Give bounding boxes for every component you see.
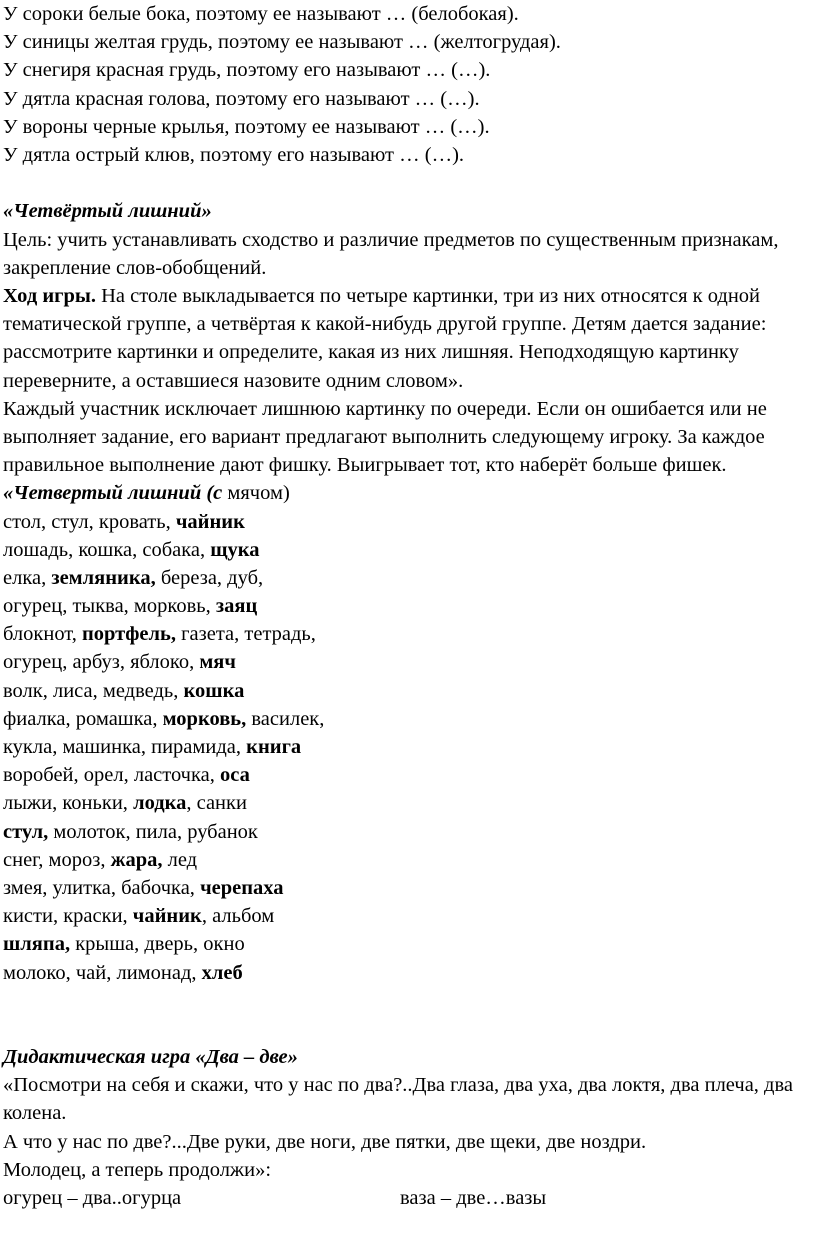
bird-line-3: У снегиря красная грудь, поэтому его называют … (…).: [3, 59, 491, 82]
game1-rules: Каждый участник исключает лишнюю картинку по очереди. Если он ошибается или не выполняет задание, его вариант предлагают выполнить следующему игроку. За каждое правильное выполнение дают фишку. Выигрывает тот, кто наберёт больше фишек.: [3, 397, 767, 477]
example-row: [3, 1184, 813, 1212]
word-row-plain-start: змея, улитка, бабочка,: [3, 876, 201, 899]
word-row-odd-word: жара,: [110, 848, 163, 871]
word-row: [3, 648, 813, 676]
word-row: [3, 677, 813, 705]
word-row-plain-start: блокнот,: [3, 623, 82, 646]
word-row-plain-end: молоток, пила, рубанок: [48, 820, 258, 843]
word-row-odd-word: оса: [220, 764, 250, 787]
course-label: Ход игры.: [3, 284, 96, 307]
word-row-plain-end: василек,: [246, 707, 325, 730]
word-row-plain-start: елка,: [3, 566, 52, 589]
word-row-plain-end: лед: [162, 848, 198, 871]
word-row: [3, 705, 813, 733]
game1-title: «Четвёртый лишний»: [3, 200, 212, 223]
word-row-odd-word: заяц: [215, 595, 258, 618]
word-row: [3, 789, 813, 817]
bird-line-4: У дятла красная голова, поэтому его называют … (…).: [3, 87, 480, 110]
word-row-plain-start: лошадь, кошка, собака,: [3, 538, 211, 561]
spacer: [3, 987, 813, 1043]
word-row-plain-end: газета, тетрадь,: [176, 623, 316, 646]
word-row-odd-word: земляника,: [51, 566, 156, 589]
bird-line-1: У сороки белые бока, поэтому ее называют … (белобокая).: [3, 3, 519, 25]
word-row-plain-start: снег, мороз,: [3, 848, 111, 871]
word-row-odd-word: морковь,: [162, 707, 247, 730]
game3-paragraph-2: А что у нас по две?...Две руки, две ноги, две пятки, две щеки, две ноздри.: [3, 1130, 647, 1153]
game1-goal: Цель: учить устанавливать сходство и различие предметов по существенным признакам, закрепление слов-обобщений.: [3, 228, 779, 279]
word-row-odd-word: шляпа,: [3, 933, 71, 956]
example-col-2: ваза – две…вазы: [400, 1187, 547, 1210]
word-row: [3, 902, 813, 930]
word-row: [3, 846, 813, 874]
game3-paragraph-1: «Посмотри на себя и скажи, что у нас по два?..Два глаза, два уха, два локтя, два плеча, два колена.: [3, 1074, 793, 1125]
word-row-odd-word: хлеб: [201, 961, 243, 984]
word-row: [3, 564, 813, 592]
bird-line-2: У синицы желтая грудь, поэтому ее называют … (желтогрудая).: [3, 31, 561, 54]
game2-title-bold: «Четвертый лишний (с: [3, 482, 223, 505]
word-row-plain-start: воробей, орел, ласточка,: [3, 764, 220, 787]
game1-course: [3, 282, 813, 395]
word-row: [3, 959, 813, 987]
word-row-plain-end: , альбом: [201, 905, 275, 928]
word-row: [3, 733, 813, 761]
word-row-odd-word: лодка: [133, 792, 187, 815]
example-col-1: огурец – два..огурца: [3, 1187, 182, 1210]
game3-paragraph-3: Молодец, а теперь продолжи»:: [3, 1158, 272, 1181]
word-row: [3, 761, 813, 789]
word-row-odd-word: щука: [210, 538, 260, 561]
word-row-odd-word: чайник: [175, 510, 245, 533]
word-row-odd-word: стул,: [3, 820, 49, 843]
birds-exercise: [3, 0, 813, 169]
spacer: [3, 169, 813, 197]
word-row: [3, 620, 813, 648]
word-row-plain-start: волк, лиса, медведь,: [3, 679, 184, 702]
word-row: [3, 930, 813, 958]
bird-line-5: У вороны черные крылья, поэтому ее называют … (…).: [3, 115, 490, 138]
word-row-odd-word: черепаха: [200, 876, 284, 899]
word-row-plain-start: молоко, чай, лимонад,: [3, 961, 202, 984]
course-text: На столе выкладывается по четыре картинки, три из них относятся к одной тематической группе, а четвёртая к какой-нибудь другой группе. Детям дается задание: рассмотрите картинки и определите, какая из них лишняя. Неподходящую картинку переверните, а оставшиеся назовите одним словом».: [3, 284, 767, 392]
word-row-plain-end: крыша, дверь, окно: [70, 933, 245, 956]
document-page: [3, 0, 813, 1212]
bird-line-6: У дятла острый клюв, поэтому его называют … (…).: [3, 143, 465, 166]
game2-title-rest: мячом): [222, 482, 290, 505]
word-row-plain-start: фиалка, ромашка,: [3, 707, 163, 730]
word-row-plain-start: огурец, арбуз, яблоко,: [3, 651, 200, 674]
word-row: [3, 818, 813, 846]
game2-title: [3, 479, 813, 507]
word-row: [3, 536, 813, 564]
word-row-odd-word: портфель,: [81, 623, 176, 646]
word-list: [3, 508, 813, 987]
word-row-plain-start: кукла, машинка, пирамида,: [3, 736, 247, 759]
word-row: [3, 508, 813, 536]
word-row-odd-word: кошка: [183, 679, 245, 702]
word-row-plain-start: огурец, тыква, морковь,: [3, 595, 216, 618]
word-row: [3, 874, 813, 902]
word-row-plain-end: береза, дуб,: [155, 566, 264, 589]
word-row-plain-start: стол, стул, кровать,: [3, 510, 176, 533]
word-row-odd-word: книга: [246, 736, 302, 759]
word-row-odd-word: чайник: [132, 905, 202, 928]
word-row-plain-start: кисти, краски,: [3, 905, 133, 928]
game3-title: Дидактическая игра «Два – две»: [3, 1046, 298, 1069]
word-row-plain-start: лыжи, коньки,: [3, 792, 134, 815]
word-row-plain-end: , санки: [186, 792, 247, 815]
word-row-odd-word: мяч: [199, 651, 236, 674]
word-row: [3, 592, 813, 620]
